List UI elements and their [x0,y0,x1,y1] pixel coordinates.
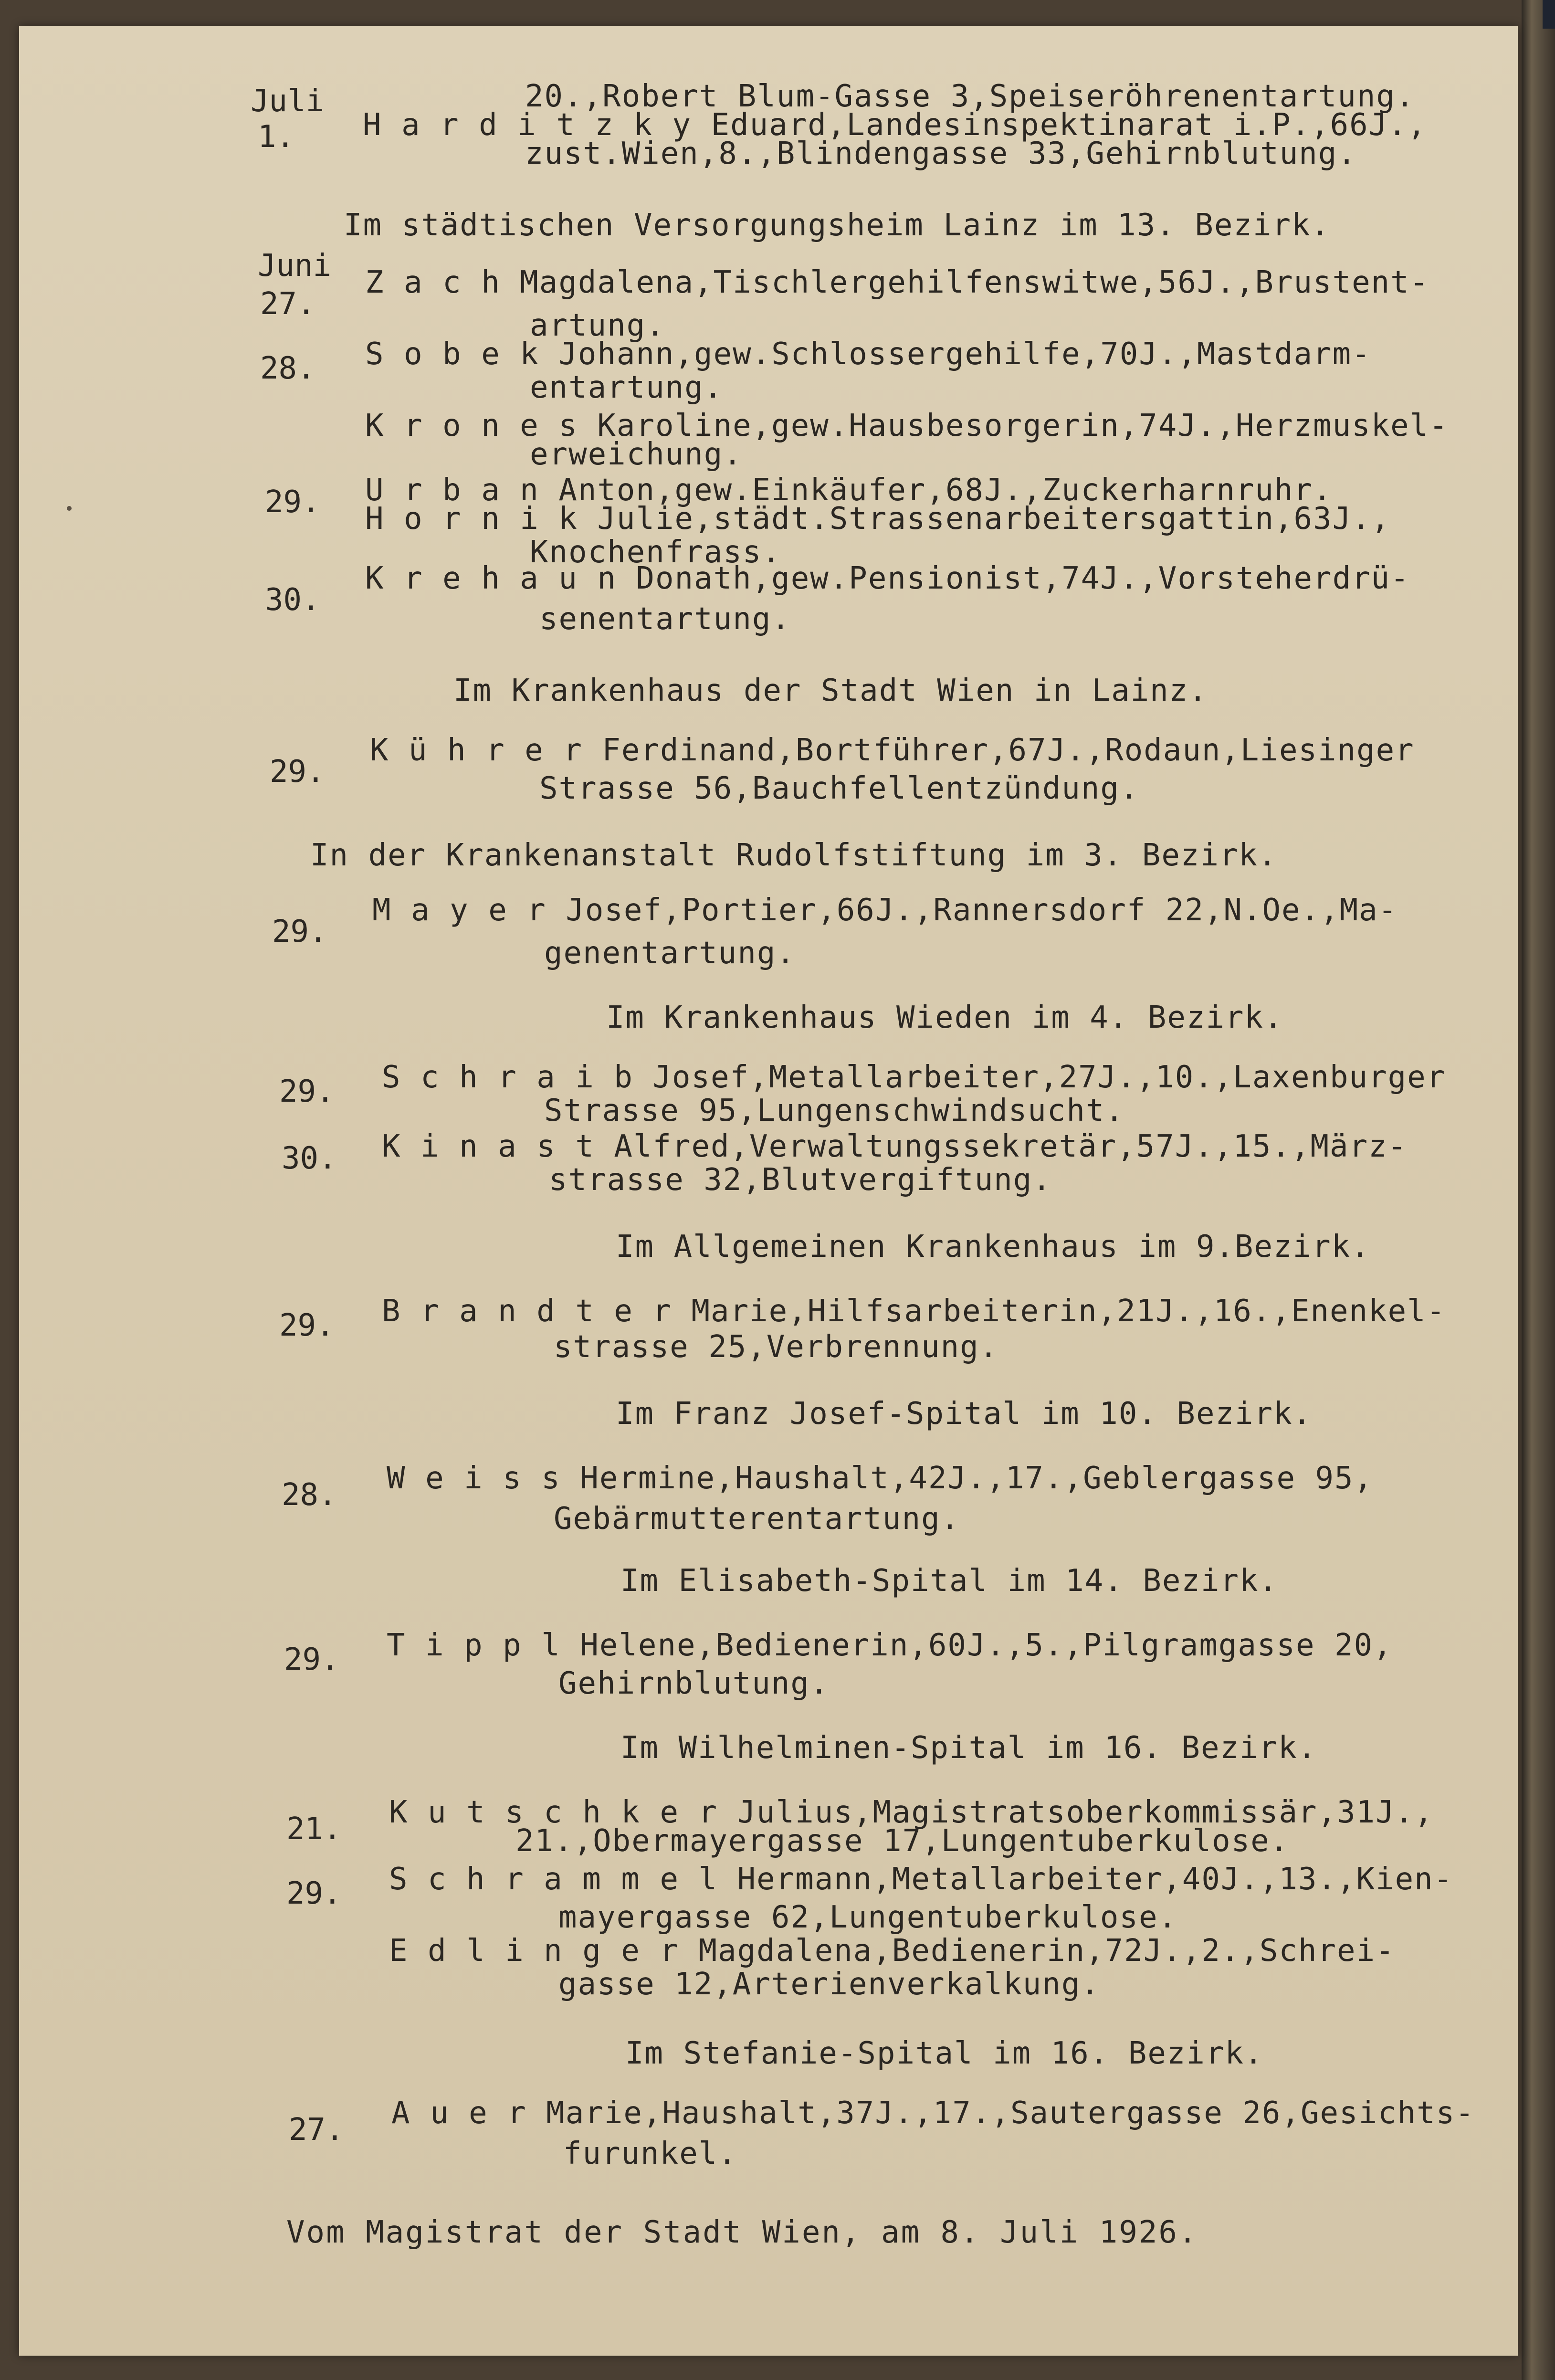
entry-date: 21. [286,1811,342,1847]
entry-line: senentartung. [539,601,791,637]
entry-date: 28. [260,351,315,386]
entry-line: strasse 25,Verbrennung. [554,1329,999,1365]
entry-line: 21.,Obermayergasse 17,Lungentuberkulose. [515,1823,1290,1859]
signoff-line: Vom Magistrat der Stadt Wien, am 8. Juli 1926. [286,2215,1198,2250]
entry-date: 29. [270,754,325,790]
text-line: H a r d i t z k y Eduard,Landesinspektinarat i.P.,66J., [363,107,1427,143]
entry-date: 29. [265,484,320,520]
entry-line: E d l i n g e r Magdalena,Bedienerin,72J.,2.,Schrei- [389,1933,1395,1969]
entry-date: 27. [260,286,315,322]
entry-line: furunkel. [563,2136,737,2171]
entry-line: U r b a n Anton,gew.Einkäufer,68J.,Zuckerharnruhr. [365,473,1333,508]
text-line: 20.,Robert Blum-Gasse 3,Speiseröhrenentartung. [525,79,1415,114]
entry-line: mayergasse 62,Lungentuberkulose. [558,1900,1177,1935]
entry-line: T i p p l Helene,Bedienerin,60J.,5.,Pilgramgasse 20, [387,1628,1393,1663]
entry-line: genentartung. [544,936,796,971]
entry-line: M a y e r Josef,Portier,66J.,Rannersdorf 22,N.Oe.,Ma- [372,893,1398,928]
entry-line: S c h r a i b Josef,Metallarbeiter,27J.,10.,Laxenburger [382,1060,1446,1095]
section-heading: Im Krankenhaus der Stadt Wien in Lainz. [453,673,1208,708]
entry-date: 29. [286,1876,342,1911]
entry-line: strasse 32,Blutvergiftung. [549,1162,1052,1198]
entry-date: 29. [279,1074,335,1109]
entry-line: S c h r a m m e l Hermann,Metallarbeiter,40J.,13.,Kien- [389,1862,1453,1897]
entry-line: entartung. [530,370,724,405]
entry-line: Knochenfrass. [530,535,781,570]
entry-date: 29. [284,1642,339,1677]
section-heading: Im Wilhelminen-Spital im 16. Bezirk. [620,1730,1317,1766]
binding-edge [1522,0,1555,2380]
entry-date: 27. [289,2112,344,2148]
entry-line: erweichung. [530,437,743,472]
entry-line: K ü h r e r Ferdinand,Bortführer,67J.,Rodaun,Liesinger [370,733,1415,768]
entry-line: Strasse 56,Bauchfellentzündung. [539,771,1139,806]
section-heading: Im Krankenhaus Wieden im 4. Bezirk. [606,1000,1283,1035]
section-heading: Im städtischen Versorgungsheim Lainz im 13. Bezirk. [344,208,1331,243]
section-heading: Im Franz Josef-Spital im 10. Bezirk. [616,1396,1313,1432]
month-label-july: Juli [251,84,325,119]
section-heading: In der Krankenanstalt Rudolfstiftung im 3. Bezirk. [310,838,1278,873]
entry-line: H o r n i k Julie,städt.Strassenarbeitersgattin,63J., [365,501,1391,537]
entry-line: artung. [530,308,665,343]
entry-line: Gebärmutterentartung. [554,1501,960,1537]
entry-line: A u e r Marie,Haushalt,37J.,17.,Sautergasse 26,Gesichts- [391,2096,1475,2131]
entry-line: K r e h a u n Donath,gew.Pensionist,74J.,Vorsteherdrü- [365,561,1410,596]
entry-date: 30. [265,582,320,618]
text-line: zust.Wien,8.,Blindengasse 33,Gehirnblutung. [525,136,1357,171]
entry-date: 1. [258,119,295,155]
paper-mark [67,506,72,511]
section-heading: Im Elisabeth-Spital im 14. Bezirk. [620,1563,1279,1599]
month-label-june: Juni [258,248,332,284]
entry-line: W e i s s Hermine,Haushalt,42J.,17.,Geblergasse 95, [387,1461,1374,1496]
entry-date: 28. [282,1477,337,1513]
entry-line: B r a n d t e r Marie,Hilfsarbeiterin,21J.,16.,Enenkel- [382,1294,1446,1329]
section-heading: Im Stefanie-Spital im 16. Bezirk. [625,2036,1264,2071]
entry-line: K u t s c h k e r Julius,Magistratsoberkommissär,31J., [389,1795,1434,1830]
entry-line: Strasse 95,Lungenschwindsucht. [544,1093,1124,1128]
entry-line: gasse 12,Arterienverkalkung. [558,1967,1100,2002]
entry-date: 29. [279,1308,335,1343]
entry-line: K i n a s t Alfred,Verwaltungssekretär,57J.,15.,März- [382,1129,1408,1164]
entry-line: Gehirnblutung. [558,1666,830,1701]
entry-line: S o b e k Johann,gew.Schlossergehilfe,70J.,Mastdarm- [365,337,1371,372]
entry-date: 30. [282,1141,337,1176]
entry-date: 29. [272,914,327,949]
section-heading: Im Allgemeinen Krankenhaus im 9.Bezirk. [616,1229,1370,1264]
entry-line: K r o n e s Karoline,gew.Hausbesorgerin,74J.,Herzmuskel- [365,408,1449,443]
entry-line: Z a c h Magdalena,Tischlergehilfenswitwe,56J.,Brustent- [365,265,1429,300]
